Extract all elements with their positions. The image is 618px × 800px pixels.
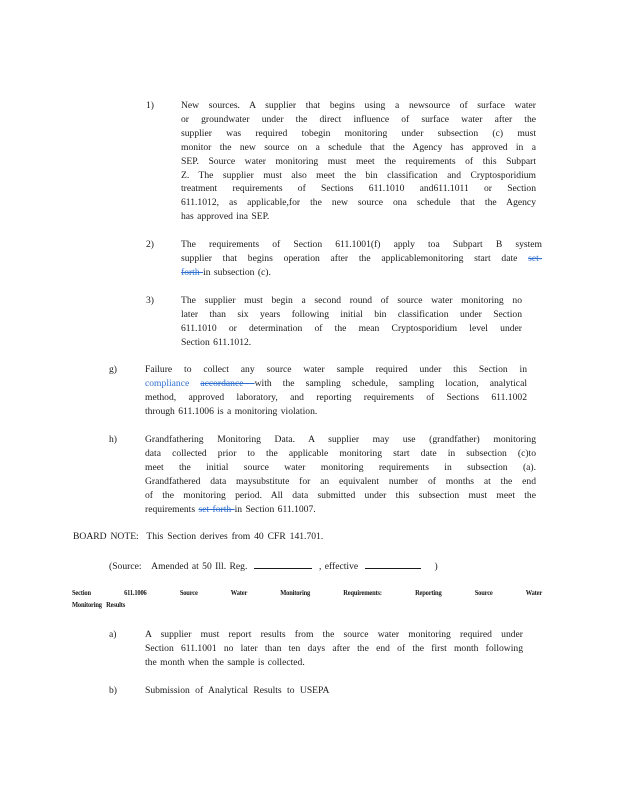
text-line: Z. The supplier must also meet the bin classification and Cryptosporidium — [181, 169, 536, 181]
text-line: Failure to collect any source water sample required under this Section in — [145, 364, 527, 375]
paragraph-requirements — [181, 238, 542, 280]
text-line: requirements set forth in Section 611.1007. — [145, 503, 316, 515]
text-line: has approved ina SEP. — [181, 211, 270, 223]
text-line: A supplier must report results from the source water monitoring required under — [145, 629, 523, 640]
item-label: 1) — [146, 100, 154, 111]
text-line: Section 611.1001 no later than ten days after the end of the first month following — [145, 642, 523, 654]
text-line: supplier that begins operation after the applicablemonitoring start date set- — [181, 252, 542, 264]
source-line: (Source: Amended at 50 Ill. Reg. , effective ) — [109, 561, 438, 572]
paragraph-new-sources — [181, 99, 536, 224]
inserted-text: compliance — [145, 377, 190, 389]
text-line: SEP. Source water monitoring must meet the requirements of this Subpart — [181, 155, 536, 167]
item-label: a) — [109, 629, 117, 640]
text-line: or groundwater under the direct influence of surface water after the — [181, 113, 536, 125]
deleted-text: accordance — [200, 377, 255, 389]
text-line: Submission of Analytical Results to USEPA — [145, 685, 330, 696]
text-line: through 611.1006 is a monitoring violation. — [145, 405, 318, 417]
deleted-text: set forth — [198, 503, 235, 515]
text-line: data collected prior to the applicable monitoring start date in subsection (c)to — [145, 447, 536, 459]
text-line: monitor the new source on a schedule that the Agency has approved in a — [181, 141, 536, 153]
blank-register-number — [254, 559, 312, 569]
text-line: New sources. A supplier that begins using a newsource of surface water — [181, 100, 536, 111]
text-line: of the monitoring period. All data submitted under this subsection must meet the — [145, 489, 536, 501]
text-line: supplier was required tobegin monitoring under subsection (c) must — [181, 127, 536, 139]
paragraph-submission — [145, 684, 445, 698]
text-line: method, approved laboratory, and reporting requirements of Sections 611.1002 — [145, 391, 527, 403]
text-line: Section 611.1012. — [181, 336, 252, 348]
paragraph-report-results — [145, 628, 523, 670]
deleted-text: forth — [181, 266, 204, 278]
text-line: meet the initial source water monitoring requirements in subsection (a). — [145, 461, 536, 473]
item-label: b) — [109, 685, 117, 696]
text-line: the month when the sample is collected. — [145, 656, 305, 668]
blank-effective-date — [365, 559, 421, 569]
item-label: h) — [109, 434, 117, 445]
paragraph-second-round — [181, 294, 522, 350]
text-line: compliance accordance with the sampling schedule, sampling location, analytical — [145, 377, 527, 389]
text-line: later than six years following initial bin classification under Section — [181, 308, 522, 320]
deleted-text: set- — [528, 252, 542, 264]
text-line: forth in subsection (c). — [181, 266, 271, 278]
text-line: 611.1010 or determination of the mean Cryptosporidium level under — [181, 322, 522, 334]
text-line: treatment requirements of Sections 611.1010 and611.1011 or Section — [181, 183, 536, 195]
board-note: BOARD NOTE: This Section derives from 40 CFR 141.701. — [73, 531, 324, 542]
section-heading — [72, 587, 543, 611]
item-label: g) — [109, 364, 117, 375]
paragraph-grandfathering — [145, 433, 536, 516]
text-line: The requirements of Section 611.1001(f) apply toa Subpart B system — [181, 239, 542, 250]
item-label: 3) — [146, 295, 154, 306]
text-line: Grandfathered data maysubstitute for an equivalent number of months at the end — [145, 475, 536, 487]
section-heading-line: Section 611.1006 Source Water Monitoring Requirements: Reporting Source Water — [72, 588, 543, 597]
item-label: 2) — [146, 239, 154, 250]
text-line: The supplier must begin a second round of source water monitoring no — [181, 295, 522, 306]
section-heading-line: Monitoring Results — [72, 600, 126, 609]
text-line: 611.1012, as applicable,for the new source ona schedule that the Agency — [181, 197, 536, 209]
paragraph-failure-to-collect — [145, 363, 527, 419]
text-line: Grandfathering Monitoring Data. A supplier may use (grandfather) monitoring — [145, 434, 536, 445]
